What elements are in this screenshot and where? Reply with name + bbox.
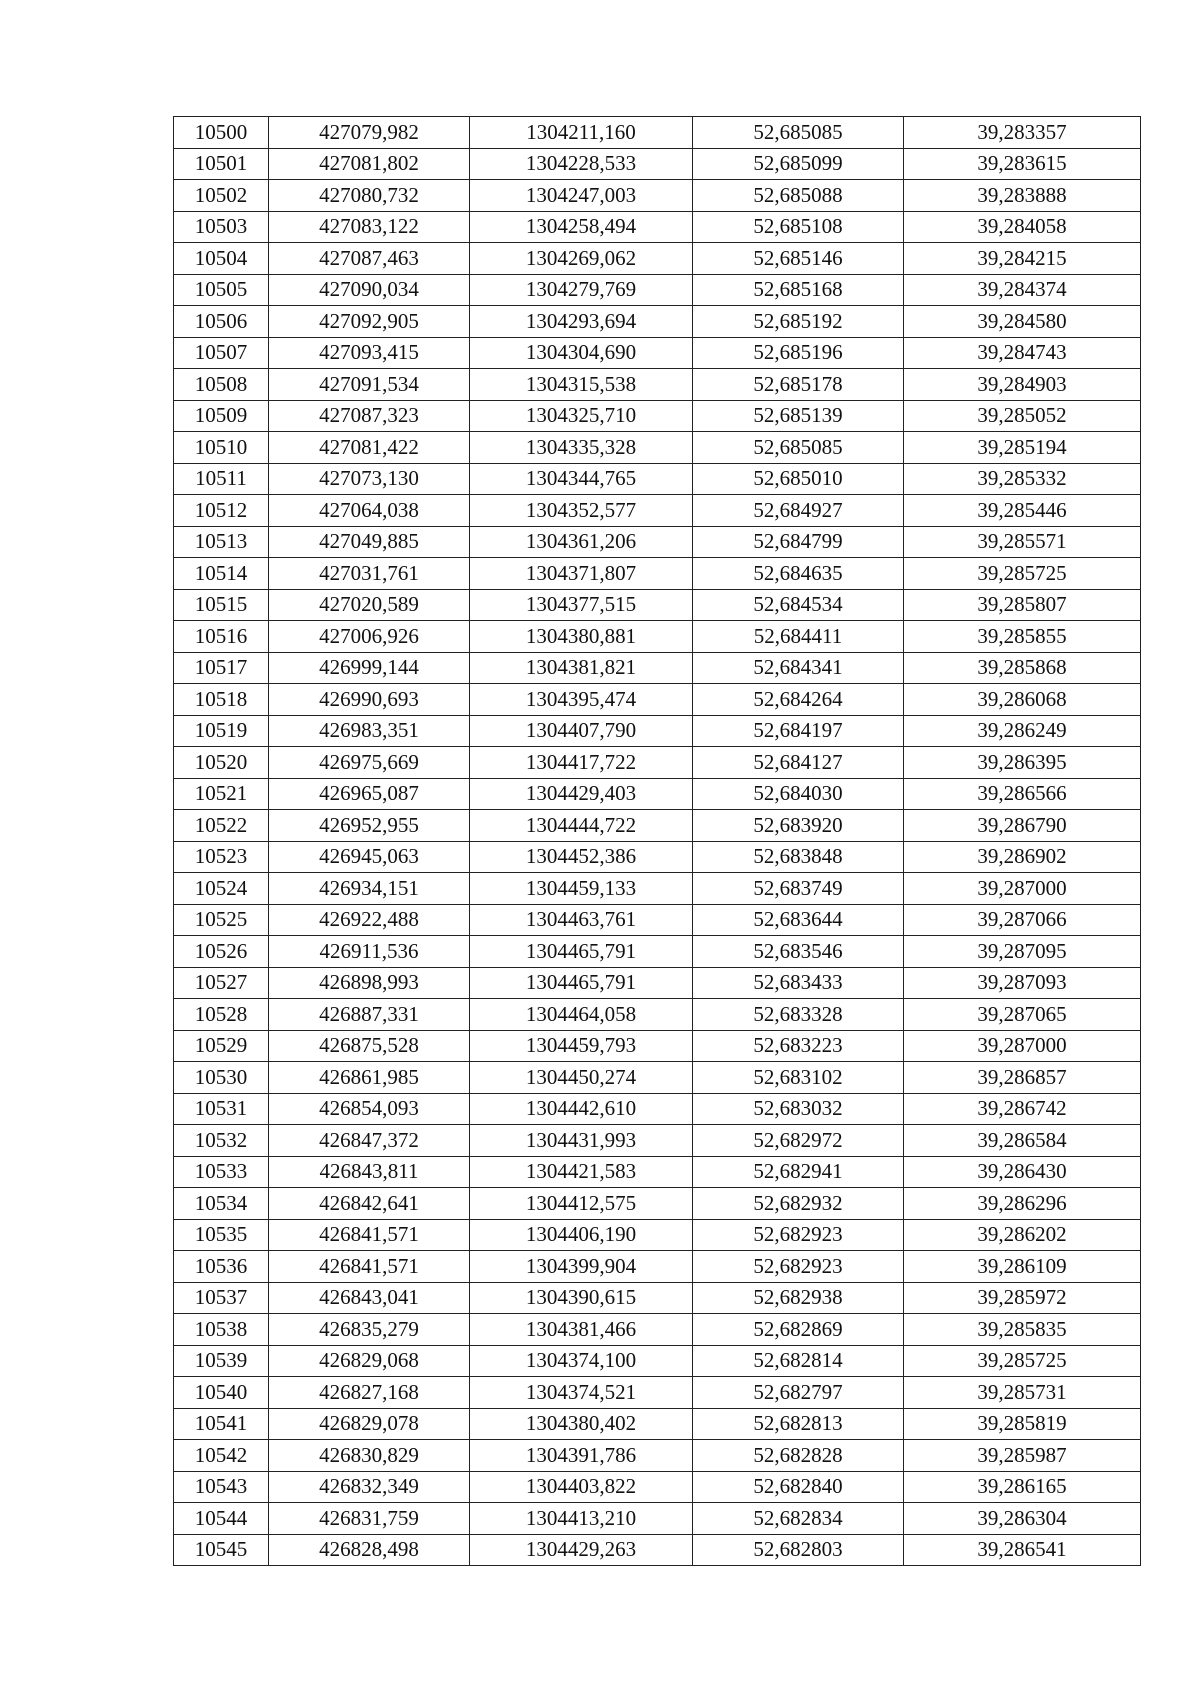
longitude-cell: 39,286109 bbox=[904, 1251, 1141, 1283]
point-number-cell: 10518 bbox=[174, 684, 269, 716]
point-number-cell: 10514 bbox=[174, 558, 269, 590]
point-number-cell: 10522 bbox=[174, 810, 269, 842]
x-coordinate-cell: 426983,351 bbox=[269, 715, 470, 747]
x-coordinate-cell: 427031,761 bbox=[269, 558, 470, 590]
latitude-cell: 52,684927 bbox=[693, 495, 904, 527]
table-row bbox=[174, 306, 1141, 338]
coordinates-table-body bbox=[174, 117, 1141, 1566]
x-coordinate-cell: 427064,038 bbox=[269, 495, 470, 527]
x-coordinate-cell: 426861,985 bbox=[269, 1062, 470, 1094]
point-number-cell: 10504 bbox=[174, 243, 269, 275]
y-coordinate-cell: 1304431,993 bbox=[470, 1125, 693, 1157]
latitude-cell: 52,683848 bbox=[693, 841, 904, 873]
longitude-cell: 39,286541 bbox=[904, 1534, 1141, 1566]
y-coordinate-cell: 1304381,821 bbox=[470, 652, 693, 684]
latitude-cell: 52,682923 bbox=[693, 1251, 904, 1283]
x-coordinate-cell: 426975,669 bbox=[269, 747, 470, 779]
point-number-cell: 10508 bbox=[174, 369, 269, 401]
longitude-cell: 39,286902 bbox=[904, 841, 1141, 873]
longitude-cell: 39,285446 bbox=[904, 495, 1141, 527]
longitude-cell: 39,285855 bbox=[904, 621, 1141, 653]
table-row bbox=[174, 999, 1141, 1031]
latitude-cell: 52,684197 bbox=[693, 715, 904, 747]
table-row bbox=[174, 1251, 1141, 1283]
x-coordinate-cell: 426952,955 bbox=[269, 810, 470, 842]
point-number-cell: 10542 bbox=[174, 1440, 269, 1472]
x-coordinate-cell: 426934,151 bbox=[269, 873, 470, 905]
point-number-cell: 10544 bbox=[174, 1503, 269, 1535]
x-coordinate-cell: 426832,349 bbox=[269, 1471, 470, 1503]
longitude-cell: 39,284580 bbox=[904, 306, 1141, 338]
longitude-cell: 39,287095 bbox=[904, 936, 1141, 968]
point-number-cell: 10541 bbox=[174, 1408, 269, 1440]
point-number-cell: 10503 bbox=[174, 211, 269, 243]
table-row bbox=[174, 873, 1141, 905]
longitude-cell: 39,286249 bbox=[904, 715, 1141, 747]
x-coordinate-cell: 426847,372 bbox=[269, 1125, 470, 1157]
table-row bbox=[174, 148, 1141, 180]
point-number-cell: 10539 bbox=[174, 1345, 269, 1377]
y-coordinate-cell: 1304304,690 bbox=[470, 337, 693, 369]
point-number-cell: 10526 bbox=[174, 936, 269, 968]
point-number-cell: 10509 bbox=[174, 400, 269, 432]
longitude-cell: 39,285725 bbox=[904, 1345, 1141, 1377]
y-coordinate-cell: 1304465,791 bbox=[470, 967, 693, 999]
point-number-cell: 10521 bbox=[174, 778, 269, 810]
latitude-cell: 52,682803 bbox=[693, 1534, 904, 1566]
x-coordinate-cell: 427093,415 bbox=[269, 337, 470, 369]
x-coordinate-cell: 426911,536 bbox=[269, 936, 470, 968]
point-number-cell: 10528 bbox=[174, 999, 269, 1031]
y-coordinate-cell: 1304406,190 bbox=[470, 1219, 693, 1251]
longitude-cell: 39,284743 bbox=[904, 337, 1141, 369]
longitude-cell: 39,286790 bbox=[904, 810, 1141, 842]
table-row bbox=[174, 1062, 1141, 1094]
longitude-cell: 39,283357 bbox=[904, 117, 1141, 149]
latitude-cell: 52,685088 bbox=[693, 180, 904, 212]
y-coordinate-cell: 1304421,583 bbox=[470, 1156, 693, 1188]
y-coordinate-cell: 1304315,538 bbox=[470, 369, 693, 401]
longitude-cell: 39,285332 bbox=[904, 463, 1141, 495]
longitude-cell: 39,283615 bbox=[904, 148, 1141, 180]
longitude-cell: 39,284215 bbox=[904, 243, 1141, 275]
point-number-cell: 10501 bbox=[174, 148, 269, 180]
point-number-cell: 10512 bbox=[174, 495, 269, 527]
table-row bbox=[174, 1345, 1141, 1377]
x-coordinate-cell: 427081,802 bbox=[269, 148, 470, 180]
x-coordinate-cell: 427092,905 bbox=[269, 306, 470, 338]
latitude-cell: 52,683749 bbox=[693, 873, 904, 905]
x-coordinate-cell: 427090,034 bbox=[269, 274, 470, 306]
y-coordinate-cell: 1304464,058 bbox=[470, 999, 693, 1031]
latitude-cell: 52,685085 bbox=[693, 117, 904, 149]
x-coordinate-cell: 427087,323 bbox=[269, 400, 470, 432]
y-coordinate-cell: 1304374,100 bbox=[470, 1345, 693, 1377]
point-number-cell: 10535 bbox=[174, 1219, 269, 1251]
point-number-cell: 10527 bbox=[174, 967, 269, 999]
y-coordinate-cell: 1304361,206 bbox=[470, 526, 693, 558]
y-coordinate-cell: 1304380,881 bbox=[470, 621, 693, 653]
table-row bbox=[174, 652, 1141, 684]
longitude-cell: 39,287066 bbox=[904, 904, 1141, 936]
x-coordinate-cell: 426829,078 bbox=[269, 1408, 470, 1440]
x-coordinate-cell: 426835,279 bbox=[269, 1314, 470, 1346]
y-coordinate-cell: 1304452,386 bbox=[470, 841, 693, 873]
latitude-cell: 52,685139 bbox=[693, 400, 904, 432]
latitude-cell: 52,685085 bbox=[693, 432, 904, 464]
x-coordinate-cell: 427081,422 bbox=[269, 432, 470, 464]
table-row bbox=[174, 1534, 1141, 1566]
x-coordinate-cell: 426830,829 bbox=[269, 1440, 470, 1472]
table-row bbox=[174, 558, 1141, 590]
longitude-cell: 39,286430 bbox=[904, 1156, 1141, 1188]
x-coordinate-cell: 427080,732 bbox=[269, 180, 470, 212]
y-coordinate-cell: 1304463,761 bbox=[470, 904, 693, 936]
latitude-cell: 52,682828 bbox=[693, 1440, 904, 1472]
table-row bbox=[174, 1440, 1141, 1472]
table-row bbox=[174, 463, 1141, 495]
point-number-cell: 10543 bbox=[174, 1471, 269, 1503]
y-coordinate-cell: 1304459,133 bbox=[470, 873, 693, 905]
y-coordinate-cell: 1304352,577 bbox=[470, 495, 693, 527]
latitude-cell: 52,685099 bbox=[693, 148, 904, 180]
longitude-cell: 39,286857 bbox=[904, 1062, 1141, 1094]
table-row bbox=[174, 904, 1141, 936]
x-coordinate-cell: 427006,926 bbox=[269, 621, 470, 653]
longitude-cell: 39,286584 bbox=[904, 1125, 1141, 1157]
x-coordinate-cell: 427091,534 bbox=[269, 369, 470, 401]
latitude-cell: 52,682813 bbox=[693, 1408, 904, 1440]
table-row bbox=[174, 715, 1141, 747]
y-coordinate-cell: 1304403,822 bbox=[470, 1471, 693, 1503]
y-coordinate-cell: 1304247,003 bbox=[470, 180, 693, 212]
longitude-cell: 39,283888 bbox=[904, 180, 1141, 212]
y-coordinate-cell: 1304395,474 bbox=[470, 684, 693, 716]
point-number-cell: 10505 bbox=[174, 274, 269, 306]
table-row bbox=[174, 117, 1141, 149]
point-number-cell: 10536 bbox=[174, 1251, 269, 1283]
coordinates-table bbox=[173, 116, 1141, 1566]
x-coordinate-cell: 426841,571 bbox=[269, 1219, 470, 1251]
longitude-cell: 39,286202 bbox=[904, 1219, 1141, 1251]
table-row bbox=[174, 1219, 1141, 1251]
longitude-cell: 39,285868 bbox=[904, 652, 1141, 684]
latitude-cell: 52,682941 bbox=[693, 1156, 904, 1188]
x-coordinate-cell: 426843,041 bbox=[269, 1282, 470, 1314]
point-number-cell: 10525 bbox=[174, 904, 269, 936]
table-row bbox=[174, 180, 1141, 212]
latitude-cell: 52,685168 bbox=[693, 274, 904, 306]
table-row bbox=[174, 274, 1141, 306]
y-coordinate-cell: 1304381,466 bbox=[470, 1314, 693, 1346]
latitude-cell: 52,682938 bbox=[693, 1282, 904, 1314]
table-row bbox=[174, 778, 1141, 810]
y-coordinate-cell: 1304465,791 bbox=[470, 936, 693, 968]
y-coordinate-cell: 1304412,575 bbox=[470, 1188, 693, 1220]
table-row bbox=[174, 1503, 1141, 1535]
latitude-cell: 52,684411 bbox=[693, 621, 904, 653]
x-coordinate-cell: 426841,571 bbox=[269, 1251, 470, 1283]
point-number-cell: 10537 bbox=[174, 1282, 269, 1314]
point-number-cell: 10516 bbox=[174, 621, 269, 653]
x-coordinate-cell: 426922,488 bbox=[269, 904, 470, 936]
longitude-cell: 39,287000 bbox=[904, 873, 1141, 905]
latitude-cell: 52,682797 bbox=[693, 1377, 904, 1409]
point-number-cell: 10529 bbox=[174, 1030, 269, 1062]
latitude-cell: 52,682814 bbox=[693, 1345, 904, 1377]
x-coordinate-cell: 427020,589 bbox=[269, 589, 470, 621]
latitude-cell: 52,683644 bbox=[693, 904, 904, 936]
point-number-cell: 10538 bbox=[174, 1314, 269, 1346]
x-coordinate-cell: 427079,982 bbox=[269, 117, 470, 149]
longitude-cell: 39,284374 bbox=[904, 274, 1141, 306]
y-coordinate-cell: 1304371,807 bbox=[470, 558, 693, 590]
x-coordinate-cell: 426827,168 bbox=[269, 1377, 470, 1409]
y-coordinate-cell: 1304429,263 bbox=[470, 1534, 693, 1566]
table-row bbox=[174, 1471, 1141, 1503]
table-row bbox=[174, 1093, 1141, 1125]
latitude-cell: 52,685146 bbox=[693, 243, 904, 275]
longitude-cell: 39,287000 bbox=[904, 1030, 1141, 1062]
y-coordinate-cell: 1304399,904 bbox=[470, 1251, 693, 1283]
longitude-cell: 39,285835 bbox=[904, 1314, 1141, 1346]
y-coordinate-cell: 1304442,610 bbox=[470, 1093, 693, 1125]
latitude-cell: 52,685192 bbox=[693, 306, 904, 338]
latitude-cell: 52,683433 bbox=[693, 967, 904, 999]
longitude-cell: 39,285987 bbox=[904, 1440, 1141, 1472]
table-row bbox=[174, 1125, 1141, 1157]
y-coordinate-cell: 1304391,786 bbox=[470, 1440, 693, 1472]
point-number-cell: 10515 bbox=[174, 589, 269, 621]
y-coordinate-cell: 1304380,402 bbox=[470, 1408, 693, 1440]
point-number-cell: 10520 bbox=[174, 747, 269, 779]
x-coordinate-cell: 426829,068 bbox=[269, 1345, 470, 1377]
y-coordinate-cell: 1304211,160 bbox=[470, 117, 693, 149]
point-number-cell: 10517 bbox=[174, 652, 269, 684]
y-coordinate-cell: 1304335,328 bbox=[470, 432, 693, 464]
point-number-cell: 10531 bbox=[174, 1093, 269, 1125]
longitude-cell: 39,285972 bbox=[904, 1282, 1141, 1314]
longitude-cell: 39,286566 bbox=[904, 778, 1141, 810]
latitude-cell: 52,684534 bbox=[693, 589, 904, 621]
x-coordinate-cell: 426945,063 bbox=[269, 841, 470, 873]
x-coordinate-cell: 426898,993 bbox=[269, 967, 470, 999]
table-row bbox=[174, 1156, 1141, 1188]
longitude-cell: 39,286742 bbox=[904, 1093, 1141, 1125]
longitude-cell: 39,287093 bbox=[904, 967, 1141, 999]
y-coordinate-cell: 1304344,765 bbox=[470, 463, 693, 495]
table-row bbox=[174, 621, 1141, 653]
table-row bbox=[174, 1377, 1141, 1409]
table-row bbox=[174, 432, 1141, 464]
point-number-cell: 10540 bbox=[174, 1377, 269, 1409]
x-coordinate-cell: 426854,093 bbox=[269, 1093, 470, 1125]
latitude-cell: 52,683032 bbox=[693, 1093, 904, 1125]
longitude-cell: 39,285819 bbox=[904, 1408, 1141, 1440]
point-number-cell: 10534 bbox=[174, 1188, 269, 1220]
latitude-cell: 52,683102 bbox=[693, 1062, 904, 1094]
y-coordinate-cell: 1304390,615 bbox=[470, 1282, 693, 1314]
y-coordinate-cell: 1304444,722 bbox=[470, 810, 693, 842]
table-row bbox=[174, 337, 1141, 369]
longitude-cell: 39,286068 bbox=[904, 684, 1141, 716]
longitude-cell: 39,285052 bbox=[904, 400, 1141, 432]
latitude-cell: 52,684030 bbox=[693, 778, 904, 810]
y-coordinate-cell: 1304279,769 bbox=[470, 274, 693, 306]
point-number-cell: 10533 bbox=[174, 1156, 269, 1188]
latitude-cell: 52,683920 bbox=[693, 810, 904, 842]
x-coordinate-cell: 426875,528 bbox=[269, 1030, 470, 1062]
y-coordinate-cell: 1304228,533 bbox=[470, 148, 693, 180]
longitude-cell: 39,286296 bbox=[904, 1188, 1141, 1220]
point-number-cell: 10530 bbox=[174, 1062, 269, 1094]
point-number-cell: 10506 bbox=[174, 306, 269, 338]
latitude-cell: 52,685178 bbox=[693, 369, 904, 401]
latitude-cell: 52,683223 bbox=[693, 1030, 904, 1062]
y-coordinate-cell: 1304269,062 bbox=[470, 243, 693, 275]
x-coordinate-cell: 426843,811 bbox=[269, 1156, 470, 1188]
latitude-cell: 52,682840 bbox=[693, 1471, 904, 1503]
point-number-cell: 10507 bbox=[174, 337, 269, 369]
table-row bbox=[174, 810, 1141, 842]
longitude-cell: 39,284903 bbox=[904, 369, 1141, 401]
point-number-cell: 10523 bbox=[174, 841, 269, 873]
x-coordinate-cell: 427073,130 bbox=[269, 463, 470, 495]
x-coordinate-cell: 426990,693 bbox=[269, 684, 470, 716]
latitude-cell: 52,685010 bbox=[693, 463, 904, 495]
x-coordinate-cell: 427049,885 bbox=[269, 526, 470, 558]
longitude-cell: 39,285571 bbox=[904, 526, 1141, 558]
longitude-cell: 39,285731 bbox=[904, 1377, 1141, 1409]
latitude-cell: 52,685196 bbox=[693, 337, 904, 369]
table-row bbox=[174, 526, 1141, 558]
point-number-cell: 10532 bbox=[174, 1125, 269, 1157]
table-row bbox=[174, 211, 1141, 243]
table-row bbox=[174, 1188, 1141, 1220]
x-coordinate-cell: 426999,144 bbox=[269, 652, 470, 684]
y-coordinate-cell: 1304258,494 bbox=[470, 211, 693, 243]
x-coordinate-cell: 426887,331 bbox=[269, 999, 470, 1031]
y-coordinate-cell: 1304413,210 bbox=[470, 1503, 693, 1535]
point-number-cell: 10545 bbox=[174, 1534, 269, 1566]
table-row bbox=[174, 967, 1141, 999]
table-row bbox=[174, 369, 1141, 401]
point-number-cell: 10500 bbox=[174, 117, 269, 149]
longitude-cell: 39,286165 bbox=[904, 1471, 1141, 1503]
table-row bbox=[174, 684, 1141, 716]
x-coordinate-cell: 427087,463 bbox=[269, 243, 470, 275]
table-row bbox=[174, 1030, 1141, 1062]
table-row bbox=[174, 243, 1141, 275]
y-coordinate-cell: 1304325,710 bbox=[470, 400, 693, 432]
table-row bbox=[174, 400, 1141, 432]
latitude-cell: 52,682932 bbox=[693, 1188, 904, 1220]
x-coordinate-cell: 426828,498 bbox=[269, 1534, 470, 1566]
latitude-cell: 52,684127 bbox=[693, 747, 904, 779]
table-row bbox=[174, 1282, 1141, 1314]
longitude-cell: 39,285194 bbox=[904, 432, 1141, 464]
point-number-cell: 10510 bbox=[174, 432, 269, 464]
longitude-cell: 39,284058 bbox=[904, 211, 1141, 243]
point-number-cell: 10502 bbox=[174, 180, 269, 212]
x-coordinate-cell: 426965,087 bbox=[269, 778, 470, 810]
table-row bbox=[174, 747, 1141, 779]
latitude-cell: 52,684799 bbox=[693, 526, 904, 558]
x-coordinate-cell: 427083,122 bbox=[269, 211, 470, 243]
y-coordinate-cell: 1304293,694 bbox=[470, 306, 693, 338]
table-row bbox=[174, 936, 1141, 968]
y-coordinate-cell: 1304450,274 bbox=[470, 1062, 693, 1094]
table-row bbox=[174, 589, 1141, 621]
longitude-cell: 39,287065 bbox=[904, 999, 1141, 1031]
latitude-cell: 52,682834 bbox=[693, 1503, 904, 1535]
latitude-cell: 52,682923 bbox=[693, 1219, 904, 1251]
point-number-cell: 10511 bbox=[174, 463, 269, 495]
point-number-cell: 10513 bbox=[174, 526, 269, 558]
latitude-cell: 52,683546 bbox=[693, 936, 904, 968]
longitude-cell: 39,286304 bbox=[904, 1503, 1141, 1535]
y-coordinate-cell: 1304407,790 bbox=[470, 715, 693, 747]
longitude-cell: 39,285807 bbox=[904, 589, 1141, 621]
table-row bbox=[174, 1408, 1141, 1440]
latitude-cell: 52,682869 bbox=[693, 1314, 904, 1346]
point-number-cell: 10519 bbox=[174, 715, 269, 747]
y-coordinate-cell: 1304429,403 bbox=[470, 778, 693, 810]
longitude-cell: 39,285725 bbox=[904, 558, 1141, 590]
latitude-cell: 52,684635 bbox=[693, 558, 904, 590]
y-coordinate-cell: 1304417,722 bbox=[470, 747, 693, 779]
y-coordinate-cell: 1304374,521 bbox=[470, 1377, 693, 1409]
table-row bbox=[174, 495, 1141, 527]
latitude-cell: 52,683328 bbox=[693, 999, 904, 1031]
latitude-cell: 52,685108 bbox=[693, 211, 904, 243]
x-coordinate-cell: 426842,641 bbox=[269, 1188, 470, 1220]
y-coordinate-cell: 1304459,793 bbox=[470, 1030, 693, 1062]
latitude-cell: 52,684341 bbox=[693, 652, 904, 684]
x-coordinate-cell: 426831,759 bbox=[269, 1503, 470, 1535]
table-row bbox=[174, 841, 1141, 873]
latitude-cell: 52,684264 bbox=[693, 684, 904, 716]
longitude-cell: 39,286395 bbox=[904, 747, 1141, 779]
y-coordinate-cell: 1304377,515 bbox=[470, 589, 693, 621]
point-number-cell: 10524 bbox=[174, 873, 269, 905]
latitude-cell: 52,682972 bbox=[693, 1125, 904, 1157]
table-row bbox=[174, 1314, 1141, 1346]
